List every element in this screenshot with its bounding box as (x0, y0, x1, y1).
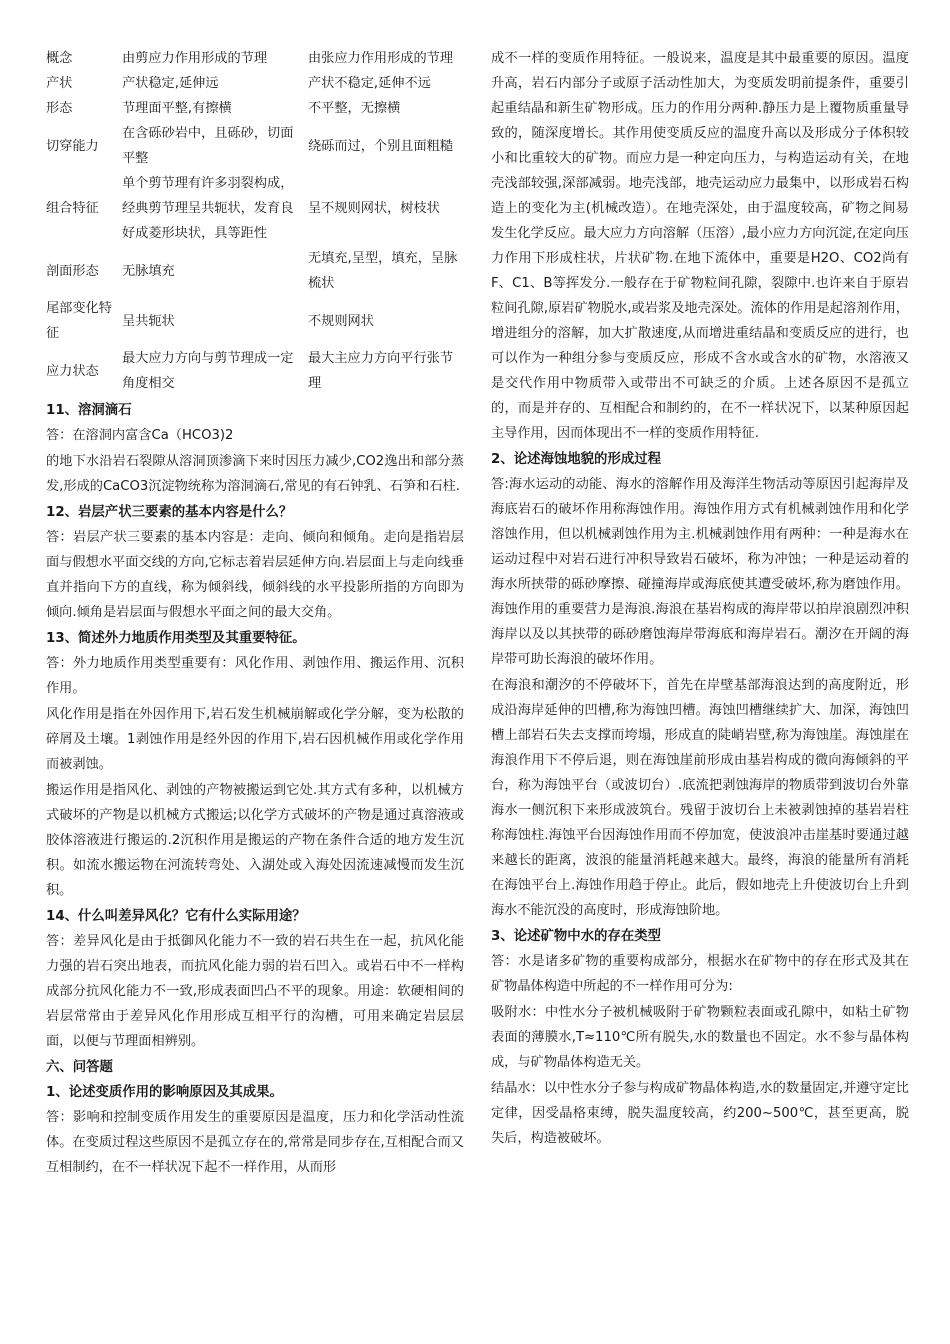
answer-text: 答：水是诸多矿物的重要构成部分，根据水在矿物中的存在形式及其在矿物晶体构造中所起的不一样作用可分为: (491, 954, 909, 994)
shear-joint-cell: 最大应力方向与剪节理成一定角度相交 (122, 351, 294, 391)
question-title: 2、论述海蚀地貌的形成过程 (491, 452, 662, 467)
table-row (46, 171, 464, 246)
table-body (46, 46, 464, 396)
question-title: 11、溶洞滴石 (46, 403, 132, 418)
answer-text: 答:海水运动的动能、海水的溶解作用及海洋生物活动等原因引起海岸及海底岩石的破坏作用称海蚀作用。海蚀作用方式有机械剥蚀作用和化学溶蚀作用，但以机械剥蚀作用为主.机械剥蚀作用有两种：一种是海水在运动过程中对岩石进行冲积导致岩石破坏，称为冲蚀；一种是运动着的海水所挟带的砾砂摩擦、碰撞海岸或海底使其遭受破坏,称为磨蚀作用。海蚀作用的重要营力是海浪.海浪在基岩构成的海岸带以拍岸浪剧烈冲积海岸以及以其挟带的砾砂磨蚀海岸带海底和海岸岩石。潮汐在开阔的海岸带可助长海浪的破坏作用。 (491, 477, 909, 667)
question-13 (46, 626, 464, 903)
tension-joint-cell: 呈不规则网状，树枝状 (308, 201, 440, 216)
question-title: 3、论述矿物中水的存在类型 (491, 929, 662, 944)
row-label: 尾部变化特征 (46, 301, 112, 341)
table-row (46, 246, 464, 296)
tension-joint-cell: 不规则网状 (308, 313, 374, 329)
essay-question-1 (46, 1080, 464, 1180)
question-title: 1、论述变质作用的影响原因及其成果。 (46, 1085, 283, 1100)
answer-text: 答：岩层产状三要素的基本内容是：走向、倾向和倾角。走向是指岩层面与假想水平面交线的方向,它标志着岩层延伸方向.岩层面上与走向线垂直并指向下方的直线，称为倾斜线，倾斜线的水平投影所指的方向即为倾向.倾角是岩层面与假想水平面之间的最大交角。 (46, 530, 464, 620)
table-row (46, 96, 464, 121)
table-row (46, 71, 464, 96)
question-title: 12、岩层产状三要素的基本内容是什么？ (46, 505, 293, 520)
shear-joint-cell: 无脉填充 (122, 263, 175, 279)
shear-joint-cell: 在含砾砂岩中，且砾砂，切面平整 (122, 126, 294, 166)
answer-text: 结晶水：以中性水分子参与构成矿物晶体构造,水的数量固定,并遵守定比定律，因受晶格束缚，脱失温度较高，约200~500℃，甚至更高，脱失后，构造被破坏。 (491, 1081, 909, 1146)
row-label: 剖面形态 (46, 263, 99, 279)
answer-text: 在海浪和潮汐的不停破坏下，首先在岸壁基部海浪达到的高度附近，形成沿海岸延伸的凹槽,称为海蚀凹槽。海蚀凹槽继续扩大、加深，海蚀凹槽上部岩石失去支撑而垮塌，形成直的陡峭岩壁,称为海蚀崖。海蚀崖在海浪作用下不停后退，则在海蚀崖前形成由基岩构成的微向海倾斜的平台，称为海蚀平台（或波切台）.底流把剥蚀海岸的物质带到波切台外靠海水一侧沉积下来形成波筑台。残留于波切台上未被剥蚀掉的基岩岩柱称海蚀柱.海蚀平台因海蚀作用而不停加宽，使波浪冲击崖基时要通过越来越长的距离，波浪的能量消耗越来越大。最终，海浪的能量所有消耗在海蚀平台上.海蚀作用趋于停止。此后，假如地壳上升使波切台上升到海水不能沉没的高度时，形成海蚀阶地。 (491, 678, 909, 918)
essay-question-2 (491, 447, 909, 923)
tension-joint-cell: 无填充,呈型，填充，呈脉梳状 (308, 251, 458, 291)
row-label: 应力状态 (46, 363, 99, 379)
tension-joint-cell: 产状不稳定,延伸不远 (308, 76, 431, 91)
shear-joint-cell: 呈共轭状 (122, 313, 175, 329)
question-12 (46, 500, 464, 625)
tension-joint-cell: 绕砾而过，个别且面粗糙 (308, 138, 454, 154)
section-heading: 六、问答题 (46, 1060, 113, 1075)
table-row (46, 121, 464, 171)
row-label: 概念 (46, 51, 73, 66)
essay-question-3 (491, 924, 909, 1151)
answer-text: 风化作用是指在外因作用下,岩石发生机械崩解或化学分解，变为松散的碎屑及土壤。1剥蚀作用是经外因的作用下,岩石因机械作用或化学作用而被剥蚀。 (46, 707, 464, 772)
answer-text: 答：外力地质作用类型重要有：风化作用、剥蚀作用、搬运作用、沉积作用。 (46, 656, 464, 696)
answer-text: 的地下水沿岩石裂隙从溶洞顶渗滴下来时因压力减少,CO2逸出和部分蒸发,形成的CaCO3沉淀物统称为溶洞滴石,常见的有石钟乳、石笋和石柱. (46, 454, 464, 494)
answer-text: 答：差异风化是由于抵御风化能力不一致的岩石共生在一起，抗风化能力强的岩石突出地表，而抗风化能力弱的岩石凹入。或岩石中不一样构成部分抗风化能力不一致,形成表面凹凸不平的现象。用途：软硬相间的岩层常常由于差异风化作用形成互相平行的沟槽，可用来确定岩层层面，以便与节理面相辨别。 (46, 934, 464, 1049)
question-title: 13、简述外力地质作用类型及其重要特征。 (46, 631, 306, 646)
shear-joint-cell: 产状稳定,延伸远 (122, 76, 219, 91)
answer-text: 答：影响和控制变质作用发生的重要原因是温度，压力和化学活动性流体。在变质过程这些原因不是孤立存在的,常常是同步存在,互相配合而又互相制约，在不一样状况下起不一样作用，从而形 (46, 1110, 464, 1175)
question-14 (46, 904, 464, 1054)
left-column (46, 46, 464, 1181)
question-11 (46, 398, 464, 499)
tension-joint-cell: 最大主应力方向平行张节理 (308, 351, 454, 391)
row-label: 组合特征 (46, 201, 99, 216)
answer-text: 搬运作用是指风化、剥蚀的产物被搬运到它处.其方式有多种，以机械方式破坏的产物是以机械方式搬运;以化学方式破坏的产物是通过真溶液或胶体溶液进行搬运的.2沉积作用是搬运的产物在条件合适的地方发生沉积。如流水搬运物在河流转弯处、入湖处或入海处因流速减慢而发生沉积。 (46, 783, 464, 898)
tension-joint-cell: 不平整，无擦横 (308, 101, 401, 116)
joint-comparison-table (46, 46, 464, 396)
table-row (46, 46, 464, 71)
table-row (46, 346, 464, 396)
shear-joint-cell: 节理面平整,有擦横 (122, 101, 232, 116)
shear-joint-cell: 由剪应力作用形成的节理 (122, 51, 268, 66)
row-label: 形态 (46, 101, 73, 116)
tension-joint-cell: 由张应力作用形成的节理 (308, 51, 454, 66)
shear-joint-cell: 单个剪节理有许多羽裂构成，经典剪节理呈共轭状，发育良好成菱形块状，具等距性 (122, 176, 294, 241)
answer-text: 答：在溶洞内富含Ca（HCO3)2 (46, 428, 234, 443)
table-row (46, 296, 464, 346)
question-title: 14、什么叫差异风化？它有什么实际用途？ (46, 909, 306, 924)
answer-text: 吸附水：中性水分子被机械吸附于矿物颗粒表面或孔隙中，如粘土矿物表面的薄膜水,T≈110℃所有脱失,水的数量也不固定。水不参与晶体构成，与矿物晶体构造无关。 (491, 1005, 909, 1070)
row-label: 切穿能力 (46, 138, 99, 154)
row-label: 产状 (46, 76, 73, 91)
right-column (491, 46, 909, 1152)
answer-text-continued: 成不一样的变质作用特征。一般说来，温度是其中最重要的原因。温度升高，岩石内部分子或原子活动性加大，为变质发明前提条件，重要引起重结晶和新生矿物形成。压力的作用分两种.静压力是上覆物质重量导致的，随深度增长。其作用使变质反应的温度升高以及形成分子体积较小和比重较大的矿物。而应力是一种定向压力，与构造运动有关，在地壳浅部较强,深部减弱。地壳浅部，地壳运动应力最集中，以形成岩石构造上的变化为主(机械改造）。在地壳深处，由于温度较高，矿物之间易发生化学反应。最大应力方向溶解（压溶）,最小应力方向沉淀,在定向压力作用下形成柱状，片状矿物.在地下流体中，重要是H2O、CO2尚有F、C1、B等挥发分.一般存在于矿物粒间孔隙，裂隙中.也许来自于原岩粒间孔隙,原岩矿物脱水,或岩浆及地壳深处。流体的作用是起溶剂作用，增进组分的溶解，加大扩散速度,从而增进重结晶和变质反应的进行，也可以作为一种组分参与变质反应，形成不含水或含水的矿物，水溶液又是交代作用中物质带入或带出不可缺乏的介质。上述各原因不是孤立的，而是并存的、互相配合和制约的，在不一样状况下，以某种原因起主导作用，因而体现出不一样的变质作用特征. (491, 51, 909, 441)
